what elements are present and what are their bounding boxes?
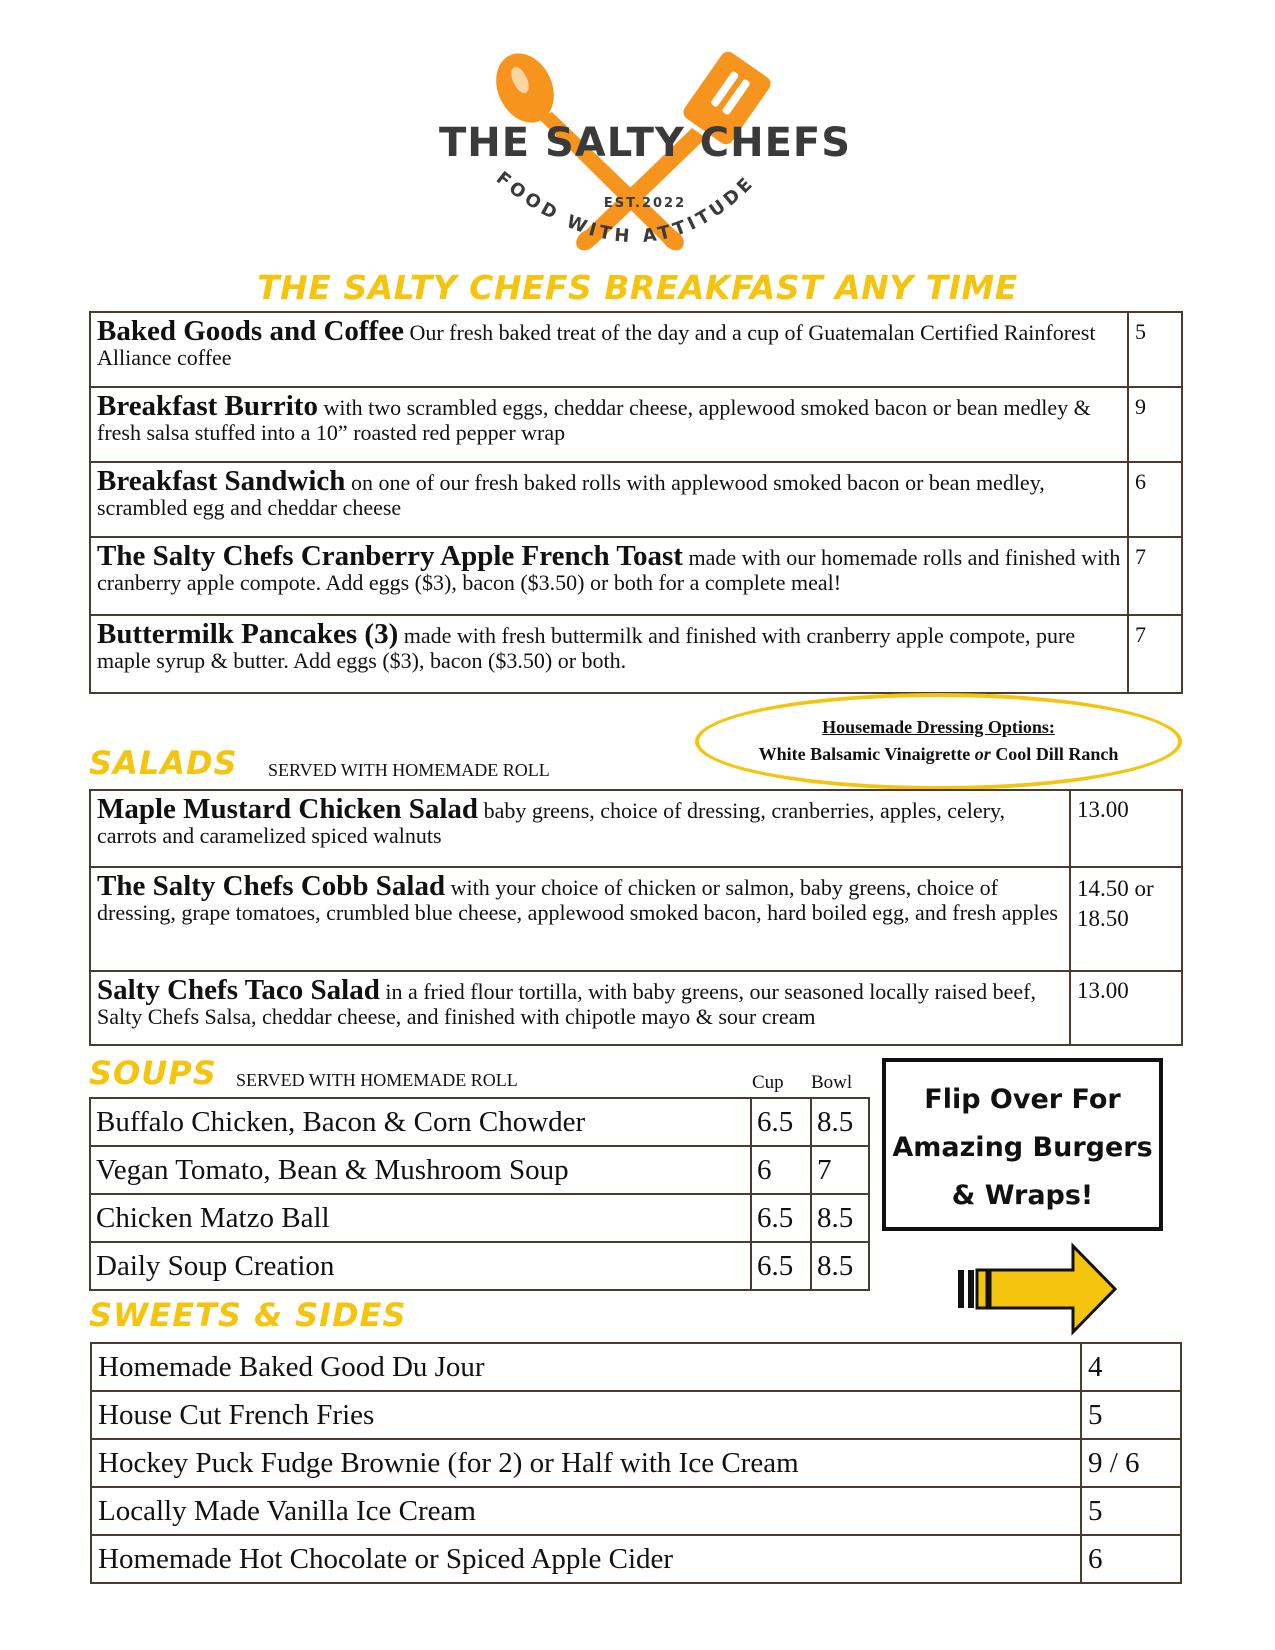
item-desc: Our fresh baked treat of the day and a cup of Guatemalan Certified Rainforest Alliance coffee [97, 320, 1096, 370]
table-row [91, 1343, 1181, 1391]
soups-table [89, 1097, 870, 1291]
item-price: 13.00 [1070, 790, 1182, 867]
table-row [90, 387, 1182, 462]
table-row [91, 1487, 1181, 1535]
logo-name: THE SALTY CHEFS [438, 120, 852, 166]
sweet-price: 4 [1081, 1343, 1181, 1391]
item-price: 5 [1128, 312, 1182, 387]
table-row [90, 537, 1182, 615]
flip-line: Amazing Burgers [892, 1132, 1153, 1163]
table-row [90, 1146, 869, 1194]
soups-subheading: SERVED WITH HOMEMADE ROLL [236, 1070, 518, 1090]
item-desc: in a fried flour tortilla, with baby greens, our seasoned locally raised beef, Salty Chefs Salsa, cheddar cheese, and finished with chipotle mayo & sour cream [97, 979, 1036, 1029]
soup-name: Daily Soup Creation [90, 1242, 751, 1290]
table-row [90, 1194, 869, 1242]
item-name: Breakfast Burrito [97, 390, 318, 422]
flip-over-notice [882, 1058, 1163, 1231]
table-row [90, 1098, 869, 1146]
soup-cup-price: 6.5 [751, 1194, 811, 1242]
table-row [90, 867, 1182, 971]
sweet-price: 9 / 6 [1081, 1439, 1181, 1487]
item-price: 9 [1128, 387, 1182, 462]
dressing-options [695, 693, 1182, 790]
item-price: 6 [1128, 462, 1182, 537]
flip-line: Flip Over For [924, 1084, 1121, 1115]
item-desc: on one of our fresh baked rolls with applewood smoked bacon or bean medley, scrambled egg and cheddar cheese [97, 470, 1045, 520]
table-row [90, 615, 1182, 693]
table-row [91, 1391, 1181, 1439]
item-name: Baked Goods and Coffee [97, 315, 404, 347]
item-desc: made with fresh buttermilk and finished with cranberry apple compote, pure maple syrup & butter. Add eggs ($3), bacon ($3.50) or both. [97, 623, 1076, 673]
sweet-price: 5 [1081, 1391, 1181, 1439]
soup-cup-price: 6.5 [751, 1098, 811, 1146]
table-row [90, 1242, 869, 1290]
logo-tagline [430, 50, 860, 265]
item-name: The Salty Chefs Cobb Salad [97, 870, 446, 902]
flip-line: & Wraps! [951, 1180, 1094, 1211]
soups-col-cup: Cup [752, 1072, 784, 1093]
logo [430, 50, 860, 265]
item-name: The Salty Chefs Cranberry Apple French Toast [97, 540, 683, 572]
dressing-option: White Balsamic Vinaigrette [758, 744, 971, 764]
sweet-price: 6 [1081, 1535, 1181, 1583]
sweet-name: Homemade Hot Chocolate or Spiced Apple Cider [91, 1535, 1081, 1583]
table-row [90, 462, 1182, 537]
table-row [91, 1535, 1181, 1583]
item-price: 14.50 or 18.50 [1070, 867, 1182, 971]
soup-bowl-price: 8.5 [811, 1194, 869, 1242]
item-desc: with your choice of chicken or salmon, baby greens, choice of dressing, grape tomatoes, crumbled blue cheese, applewood smoked bacon, hard boiled egg, and fresh apples [97, 875, 1058, 925]
salads-subheading: SERVED WITH HOMEMADE ROLL [268, 760, 550, 780]
table-row [90, 312, 1182, 387]
item-price: 7 [1128, 537, 1182, 615]
item-name: Breakfast Sandwich [97, 465, 346, 497]
soups-col-bowl: Bowl [811, 1072, 853, 1093]
dressing-list [699, 741, 1178, 768]
dressing-or: or [974, 744, 991, 764]
sweets-heading: SWEETS & SIDES [89, 1296, 407, 1334]
main-heading: THE SALTY CHEFS BREAKFAST ANY TIME [257, 268, 1018, 307]
item-price: 13.00 [1070, 971, 1182, 1045]
sweet-name: House Cut French Fries [91, 1391, 1081, 1439]
dressing-title: Housemade Dressing Options: [822, 717, 1055, 737]
soup-bowl-price: 8.5 [811, 1098, 869, 1146]
sweets-table [90, 1342, 1182, 1584]
right-arrow-icon [953, 1238, 1123, 1338]
soup-name: Vegan Tomato, Bean & Mushroom Soup [90, 1146, 751, 1194]
item-desc: with two scrambled eggs, cheddar cheese, applewood smoked bacon or bean medley & fresh salsa stuffed into a 10” roasted red pepper wrap [97, 395, 1091, 445]
item-price: 7 [1128, 615, 1182, 693]
item-desc: baby greens, choice of dressing, cranberries, apples, celery, carrots and caramelized spiced walnuts [97, 798, 1006, 848]
table-row [90, 790, 1182, 867]
sweet-price: 5 [1081, 1487, 1181, 1535]
soup-name: Chicken Matzo Ball [90, 1194, 751, 1242]
soup-name: Buffalo Chicken, Bacon & Corn Chowder [90, 1098, 751, 1146]
soup-bowl-price: 8.5 [811, 1242, 869, 1290]
table-row [90, 971, 1182, 1045]
sweet-name: Locally Made Vanilla Ice Cream [91, 1487, 1081, 1535]
soup-bowl-price: 7 [811, 1146, 869, 1194]
item-name: Maple Mustard Chicken Salad [97, 793, 479, 825]
item-name: Salty Chefs Taco Salad [97, 974, 380, 1006]
table-row [91, 1439, 1181, 1487]
breakfast-table [89, 311, 1183, 694]
logo-est: EST.2022 [603, 196, 687, 211]
soup-cup-price: 6.5 [751, 1242, 811, 1290]
soup-cup-price: 6 [751, 1146, 811, 1194]
salads-table [89, 789, 1183, 1046]
item-desc: made with our homemade rolls and finished with cranberry apple compote. Add eggs ($3), bacon ($3.50) or both for a complete meal! [97, 545, 1121, 595]
soups-heading: SOUPS [89, 1054, 217, 1092]
sweet-name: Hockey Puck Fudge Brownie (for 2) or Half with Ice Cream [91, 1439, 1081, 1487]
svg-text:FOOD WITH ATTITUDE: FOOD WITH ATTITUDE [491, 167, 760, 248]
dressing-option: Cool Dill Ranch [995, 744, 1119, 764]
salads-heading: SALADS [89, 744, 238, 782]
item-name: Buttermilk Pancakes (3) [97, 618, 399, 650]
sweet-name: Homemade Baked Good Du Jour [91, 1343, 1081, 1391]
